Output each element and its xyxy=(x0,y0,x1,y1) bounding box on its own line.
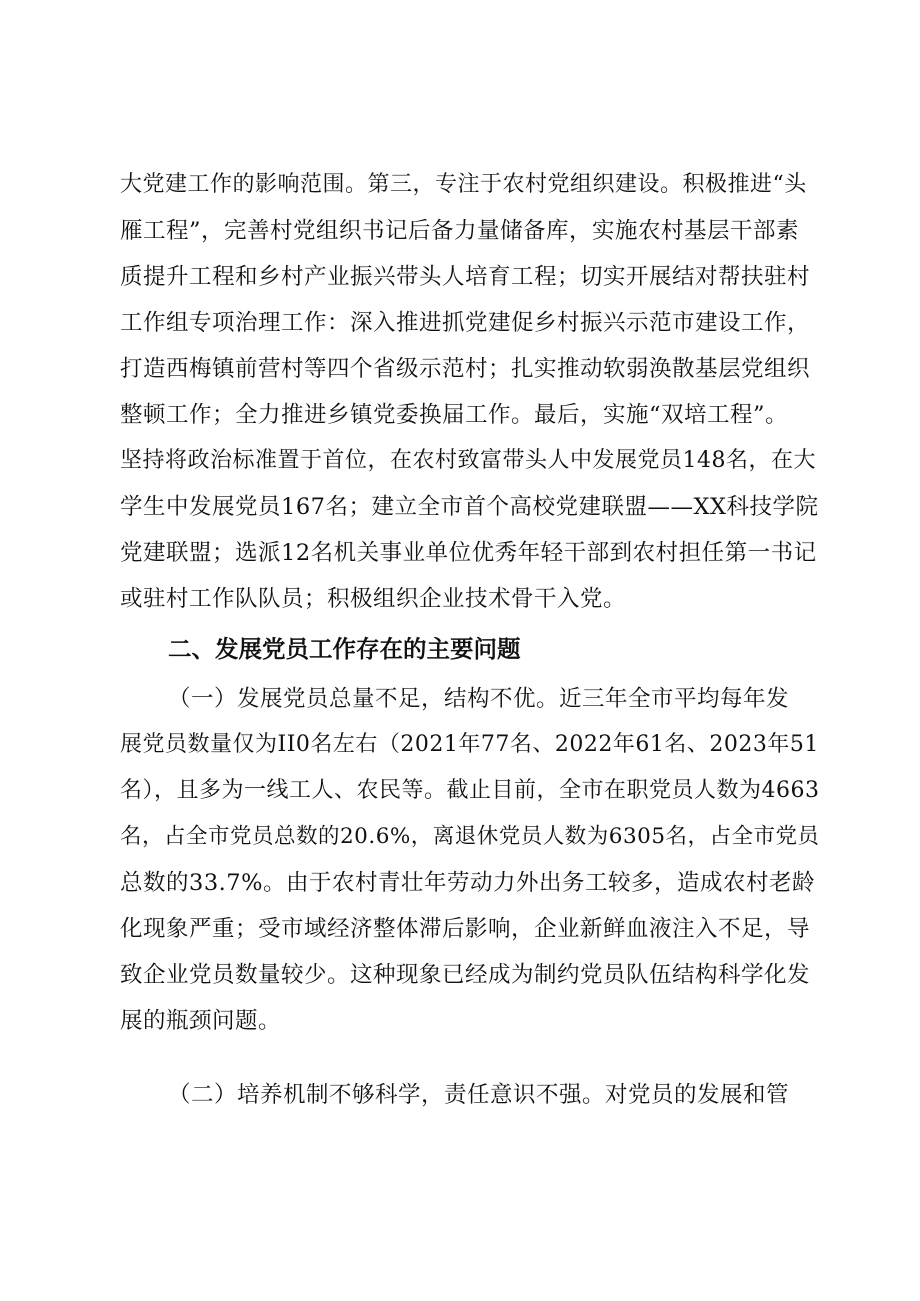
section-heading: 二、发展党员工作存在的主要问题 xyxy=(168,635,521,663)
para2-line-6: 化现象严重；受市域经济整体滞后影响，企业新鲜血液注入不足，导 xyxy=(120,916,811,942)
para2-line-1: （一）发展党员总量不足，结构不优。近三年全市平均每年发 xyxy=(168,686,790,712)
para1-line-10: 或驻村工作队队员；积极组织企业技术骨干入党。 xyxy=(120,586,627,612)
para2-line-3: 名），且多为一线工人、农民等。截止目前，全市在职党员人数为4663 xyxy=(120,778,820,803)
para1-line-7: 坚持将政治标准置于首位，在农村致富带头人中发展党员148名，在大 xyxy=(120,448,816,473)
para2-line-4: 名，占全市党员总数的20.6%，离退休党员人数为6305名，占全市党员 xyxy=(120,824,820,849)
para1-line-9: 党建联盟；选派12名机关事业单位优秀年轻干部到农村担任第一书记 xyxy=(120,540,817,566)
para1-line-3: 质提升工程和乡村产业振兴带头人培育工程；切实开展结对帮扶驻村 xyxy=(120,264,811,290)
para1-line-8: 学生中发展党员167名；建立全市首个高校党建联盟——XX科技学院 xyxy=(120,494,819,520)
para1-line-1: 大党建工作的影响范围。第三，专注于农村党组织建设。积极推进“头 xyxy=(120,172,807,197)
para2-line-5: 总数的33.7%。由于农村青壮年劳动力外出务工较多，造成农村老龄 xyxy=(120,870,815,896)
para1-line-5: 打造西梅镇前营村等四个省级示范村；扎实推动软弱涣散基层党组织 xyxy=(120,356,811,382)
para2-line-8: 展的瓶颈问题。 xyxy=(120,1008,282,1034)
para1-line-6: 整顿工作；全力推进乡镇党委换届工作。最后，实施“双培工程”。 xyxy=(120,402,789,428)
para1-line-4: 工作组专项治理工作：深入推进抓党建促乡村振兴示范市建设工作， xyxy=(120,310,811,336)
para1-line-2: 雁工程”，完善村党组织书记后备力量储备库，实施农村基层干部素 xyxy=(120,218,800,244)
para2-line-7: 致企业党员数量较少。这种现象已经成为制约党员队伍结构科学化发 xyxy=(120,962,811,988)
para2-line-2: 展党员数量仅为II0名左右（2021年77名、2022年61名、2023年51 xyxy=(120,732,819,757)
para3-line-1: （二）培养机制不够科学，责任意识不强。对党员的发展和管 xyxy=(168,1082,790,1108)
